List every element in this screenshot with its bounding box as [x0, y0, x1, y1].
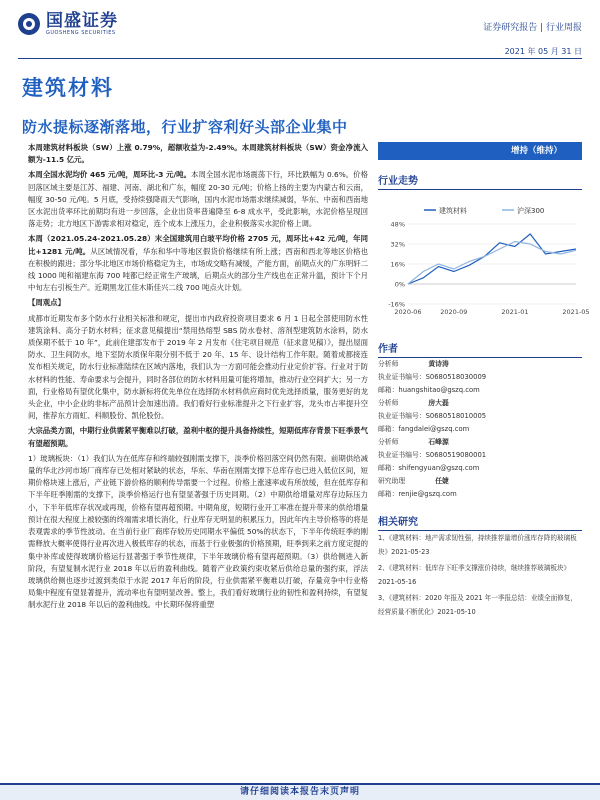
paragraph-bulk: 大宗品类方面，中期行业供需紧平衡难以打破，盈利中枢的提升具备持续性，短期低库存背景下旺季景气有望超预期。 [28, 426, 368, 448]
sector-summary: 本周建筑材料板块（SW）上涨 0.79%，超额收益为-2.49%。本周建筑材料板块（SW）资金净流入额为-11.5 亿元。 [28, 143, 368, 165]
series-line-csi300 [408, 242, 576, 285]
x-tick-label: 2020-06 [394, 308, 422, 316]
series-line-building-materials [408, 234, 576, 284]
analyst-role: 研究助理 [378, 477, 406, 485]
focus-tag: 【周观点】 [28, 298, 65, 308]
paragraph-focus-tag [28, 297, 368, 309]
paragraph-sector [28, 142, 368, 166]
glass-headline: 本周（2021.05.24-2021.05.28）末全国建筑用白玻平均价格 2705 元，周环比+42 元/吨，年同比+1281 元/吨。 [28, 234, 368, 256]
analyst-entry [378, 397, 582, 436]
sidebar [378, 142, 590, 621]
analyst-role: 分析师 [378, 360, 399, 368]
trend-chart [378, 194, 590, 324]
analyst-list [378, 358, 582, 501]
analyst-email[interactable]: 邮箱：fangdalei@gszq.com [378, 425, 470, 433]
analyst-cert: 执业证书编号：S0680518030009 [378, 373, 487, 381]
cement-detail: 本周全国水泥市场震荡下行，环比跌幅为 0.6%。价格回落区域主要是江苏、福建、河南、湖北和广东，幅度 20-30 元/吨；价格上扬的主要为内蒙古和云南，幅度 30-50 元/吨。5 月底，受持续强降雨天气影响，国内水泥市场需求继续减弱，华东、中南和西南地区水泥出货率环比前期均有进一步回落，企业出货率普遍降至 6-8 成水平，受此影响，水泥价格呈现回落走势；北方地区下游需求相对稳定，连个成本上涨压力，企业积极落实水泥价格上调。 [28, 170, 368, 229]
paragraph-glass-sector: 1）玻璃板块：（1）我们认为在低库存和终端较强刚需支撑下，淡季价格回落空间仍然有限。前期供给减量的华北沙河市场厂商库存已处相对紧缺的状态，华东、华南在刚需支撑下总库存也已进入低位区间，短期价格块速上涨后，产业链下游价格的顺利传导需要一个过程。价格上涨速率或有所放缓，但在低库存和下半年旺季刚需的支撑下，淡季价格运行也有望显著强于历史同期。（2）中期供给增量对库存边际压力小，下半年低库存状况或再现，价格有望再超预期。中期角度，短期行业开工率准在提升带来的供给增量预计在很大程度上被较强的终端需求增长消化，行业库存无明显的积累压力，因此年内主导价格等的将是表观需求的季节性波动。在当前行业厂商库存较历史同期水平偏低 50%的状态下，下半年传统旺季的刚需释放大概率使得行业再次进入极低库存的状态，而基于行业极强的价格预期，旺季到来之前方度定提的集中补库或使得玻璃价格运行显著强于季节性规律，下半年玻璃价格有望再超预期。（3）供给侧进入新阶段，有望复制水泥行业 2018 年以后的盈利曲线。随着产业政策约束收紧后供给总量的强约束，浮法玻璃供给侧也逐步过渡到类似于水泥 2017 年后的阶段，行业供需紧平衡难以打破，存量竞争中行业格局集中程度有望显著提升，流动率也有望明显改善。整上，我们看好玻璃行业的韧性和盈利持续，有望复制水泥行业 2018 年以后的盈利曲线。中长期环保将重塑 [28, 453, 368, 610]
related-report-link[interactable]: 2、《建筑材料：低库存下旺季支撑涨价持续，继续推荐玻璃板块》2021-05-16 [378, 564, 571, 586]
page-title: 建筑材料 [22, 76, 114, 100]
logo-text: 国盛证券 [46, 11, 118, 31]
chart-legend [424, 206, 544, 215]
related-heading: 相关研究 [378, 513, 582, 531]
analyst-name-line [378, 397, 582, 410]
analyst-email[interactable]: 邮箱：renjie@gszq.com [378, 490, 457, 498]
legend-label-a: 建筑材料 [439, 207, 467, 215]
paragraph-waterproof: 成都市近期发布多个防水行业相关标准和规定，提出市内政府投资项目要求 6 月 1 日起全部使用防水性建筑涂料、高分子防水材料；征求意见稿提出“禁用热熔型 SBS 防水卷材、溶剂型建筑防水涂料，防水质保期不低于 10 年”，此前住建部发布于 2019 年 2 月发布《住宅项目规范（征求意见稿）》，提出屋面防水、卫生间防水，地下室防水质保年限分别不低于 20 年、15 年、设计结构工作年限。随着成都接连发布相关规定，防水行业标准陆续在区域内落地，我们认为一方面可能会推动行业定价扩容。行业对于防水材料的性能、寿命要求与会提升，同时各部位的防水材料用量可能将增加，推动行业空间扩大；另一方面，行业格局有望优化集中，防水新标将优先单位在选择防水材料供应商时优先选择质量，服务更好的龙头企业，中小企业的非标产品预计会加速出清。我们看好行业标准提升之下行业扩容，龙头市占率提升空间，推荐东方雨虹、科顺股份、凯伦股份。 [28, 313, 368, 421]
y-tick-label: 32% [390, 240, 405, 249]
report-subtitle: 防水提标逐渐落地，行业扩容利好头部企业集中 [22, 118, 348, 136]
analyst-entry [378, 436, 582, 475]
analyst-name-line [378, 436, 582, 449]
report-type: 证券研究报告 | 行业周报 [483, 23, 582, 33]
report-date: 2021 年 05 月 31 日 [504, 47, 582, 56]
logo-icon [18, 13, 40, 35]
analyst-cert: 执业证书编号：S0680518010005 [378, 412, 487, 420]
x-tick-label: 2020-09 [440, 308, 468, 316]
analyst-email[interactable]: 邮箱：shifengyuan@gszq.com [378, 464, 480, 472]
y-tick-label: 48% [390, 220, 405, 229]
cement-headline: 本周全国水泥均价 465 元/吨，周环比-3 元/吨。 [28, 170, 192, 180]
y-tick-label: -16% [388, 300, 405, 309]
paragraph-glass [28, 233, 368, 294]
analyst-role: 分析师 [378, 399, 399, 407]
x-tick-label: 2021-01 [501, 308, 529, 316]
legend-label-b: 沪深300 [517, 207, 545, 215]
analyst-name: 房大磊 [428, 399, 449, 407]
analyst-entry [378, 475, 582, 501]
footer-disclaimer: 请仔细阅读本报告末页声明 [239, 787, 360, 797]
authors-heading: 作者 [378, 340, 582, 358]
logo-subtext: GUOSHENG SECURITIES [46, 30, 116, 36]
company-logo [18, 12, 118, 36]
trend-heading: 行业走势 [378, 172, 582, 190]
glass-detail: 从区域情况看，华东和华中等地区假货价格继续有所上涨；西南和西北等地区价格也在积极的跟进；部分华北地区市场价格稳定为主，市场成交略有减缓，产能方面，前期点火的广东明轩二线 1000 吨和福建东海 700 吨都已经正常生产玻璃，后期点火的部分生产线也在正常升温，预计下个月中旬左右引板生产。近期黑龙江佳木斯佳兴二线 700 吨点火计划。 [28, 246, 368, 293]
related-report-link[interactable]: 3、《建筑材料：2020 年报及 2021 年一季报总结：业绩全面修复，经营质量不断优化》2021-05-10 [378, 594, 577, 616]
header-divider [18, 58, 582, 59]
analyst-name: 石峰源 [428, 438, 449, 446]
x-tick-label: 2021-05 [562, 308, 590, 316]
analyst-name: 黄诗涛 [428, 360, 449, 368]
analyst-email[interactable]: 邮箱：huangshitao@gszq.com [378, 386, 480, 394]
y-tick-label: 16% [390, 260, 405, 269]
analyst-name: 任婕 [435, 477, 449, 485]
analyst-name-line [378, 475, 582, 488]
analyst-name-line [378, 358, 582, 371]
analyst-cert: 执业证书编号：S0680519080001 [378, 451, 487, 459]
report-body [28, 142, 368, 615]
related-report-link[interactable]: 1、《建筑材料：地产需求韧性强，持续推荐量增价涨库存降的玻璃板块》2021-05-23 [378, 534, 577, 556]
analyst-role: 分析师 [378, 438, 399, 446]
paragraph-cement [28, 169, 368, 230]
related-list [378, 531, 582, 619]
y-tick-label: 0% [394, 280, 405, 289]
analyst-entry [378, 358, 582, 397]
rating-badge: 增持（维持） [378, 142, 582, 160]
